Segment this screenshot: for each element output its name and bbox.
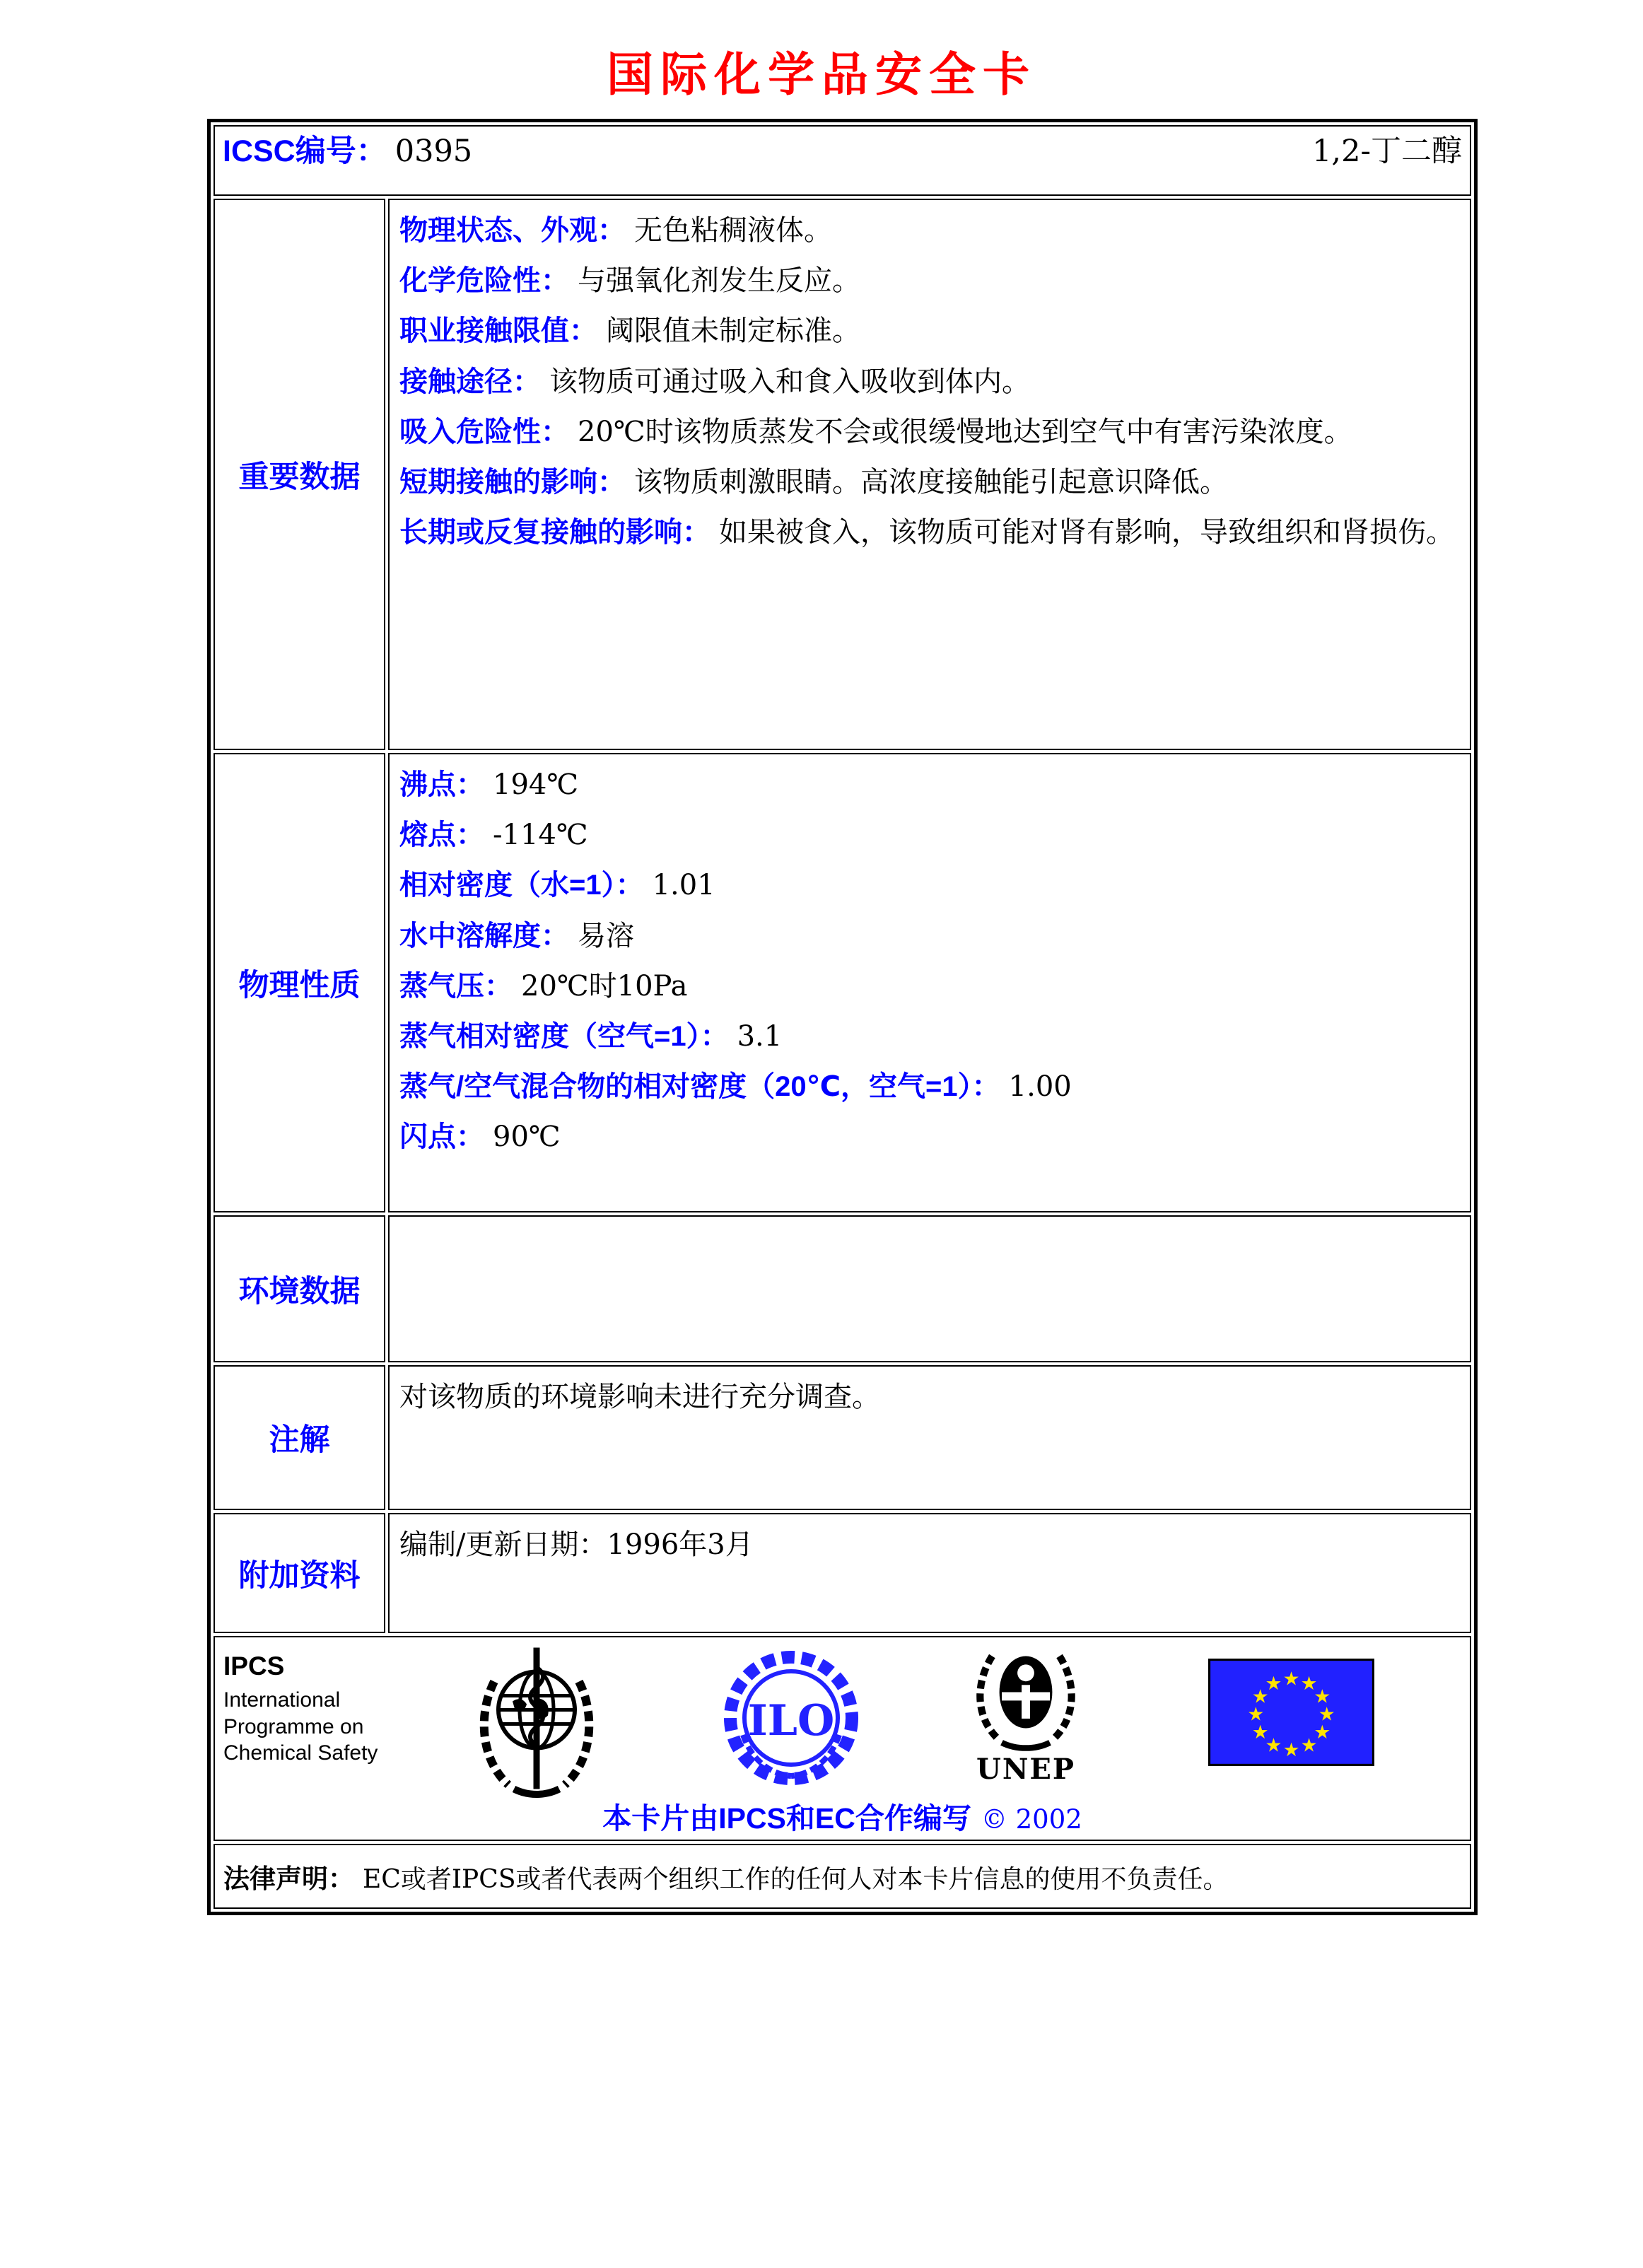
ipcs-heading: IPCS [223,1652,285,1680]
eu-flag-icon [1208,1659,1374,1766]
credit-text: 本卡片由IPCS和EC合作编写 [602,1802,971,1835]
icsc-card-table [207,119,1478,1915]
logos-row [214,1636,1471,1841]
svg-text:★: ★ [1318,1703,1335,1726]
data-line: 水中溶解度： 易溶 [399,919,634,952]
svg-text:★: ★ [1265,1672,1282,1695]
data-line: 接触途径： 该物质可通过吸入和食入吸收到体内。 [399,365,1030,398]
svg-text:★: ★ [1282,1738,1300,1761]
environmental-data-row [214,1215,1471,1362]
data-line: 化学危险性： 与强氧化剂发生反应。 [399,264,860,298]
data-line: 蒸气相对密度（空气=1）： 3.1 [399,1019,783,1053]
physical-properties-row [214,753,1471,1212]
svg-text:★: ★ [1265,1734,1282,1757]
section-label-notes: 注解 [214,1365,385,1510]
data-line: 闪点： 90℃ [399,1121,561,1154]
ilo-logo-icon [720,1647,862,1789]
svg-text:★: ★ [1251,1685,1269,1708]
data-line: 蒸气/空气混合物的相对密度（20℃，空气=1）： 1.00 [399,1070,1072,1104]
icsc-number-label: ICSC编号： [223,134,387,168]
section-label-environmental-data: 环境数据 [214,1215,385,1362]
page-title: 国际化学品安全卡 [607,47,1036,102]
icsc-number [223,127,472,170]
credit-line [215,1795,1470,1837]
svg-text:★: ★ [1300,1734,1318,1757]
svg-text:ILO: ILO [747,1696,835,1746]
data-line: 编制/更新日期：1996年3月 [399,1528,754,1561]
important-data-row [214,199,1471,750]
section-content-environmental-data [388,1215,1471,1362]
section-content-physical-properties [388,753,1471,1212]
legal-label: 法律声明： [223,1864,354,1893]
section-label-additional-info: 附加资料 [214,1513,385,1633]
svg-text:★: ★ [1314,1721,1331,1743]
data-line: 相对密度（水=1）： 1.01 [399,869,715,902]
unep-logo [959,1642,1093,1786]
ipcs-text-block: IPCS International Programme on Chemical Safety [223,1652,378,1765]
svg-text:★: ★ [1282,1668,1300,1690]
notes-row [214,1365,1471,1510]
section-content-additional-info [388,1513,1471,1633]
legal-statement [214,1844,1471,1909]
data-line: 蒸气压： 20℃时10Pa [399,969,688,1003]
data-line: 职业接触限值： 阈限值未制定标准。 [399,315,860,348]
data-line: 对该物质的环境影响未进行充分调查。 [399,1381,880,1413]
data-line: 沸点： 194℃ [399,768,579,801]
svg-text:★: ★ [1300,1672,1318,1695]
data-line: 物理状态、外观： 无色粘稠液体。 [399,214,832,247]
data-line: 熔点： -114℃ [399,819,588,852]
svg-text:★: ★ [1247,1703,1265,1726]
section-label-physical-properties: 物理性质 [214,753,385,1212]
chemical-name: 1,2-丁二醇 [1312,134,1462,169]
svg-text:★: ★ [1314,1685,1331,1708]
svg-text:★: ★ [1251,1721,1269,1743]
icsc-number-value: 0395 [394,134,473,169]
section-content-notes [388,1365,1471,1510]
unep-logo-icon [966,1642,1086,1755]
data-line: 短期接触的影响： 该物质刺激眼睛。高浓度接触能引起意识降低。 [399,465,1228,498]
legal-text: EC或者IPCS或者代表两个组织工作的任何人对本卡片信息的使用不负责任。 [363,1865,1229,1894]
legal-row [214,1844,1471,1909]
who-logo-icon [466,1642,607,1801]
data-line: 长期或反复接触的影响： 如果被食入，该物质可能对肾有影响，导致组织和肾损伤。 [399,516,1454,549]
section-content-important-data [388,199,1471,750]
additional-info-row [214,1513,1471,1633]
header-row [214,125,1471,196]
section-label-important-data: 重要数据 [214,199,385,750]
copyright-text: © 2002 [981,1804,1082,1835]
data-line: 吸入危险性： 20℃时该物质蒸发不会或很缓慢地达到空气中有害污染浓度。 [399,415,1352,448]
unep-wordmark: UNEP [976,1753,1075,1786]
